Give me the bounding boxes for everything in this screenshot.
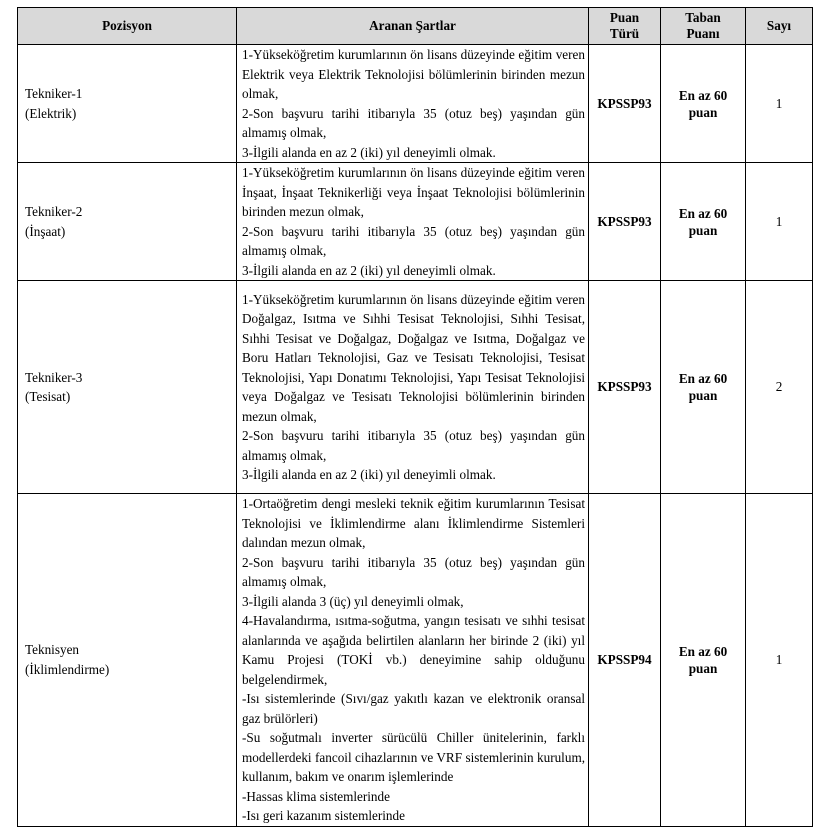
position-title: Tekniker-3: [25, 369, 83, 385]
score-type-cell: KPSSP93: [589, 163, 661, 281]
position-field: (İnşaat): [25, 223, 66, 239]
requirement-item: 3-İlgili alanda en az 2 (iki) yıl deneyimli olmak.: [242, 262, 496, 278]
header-position: Pozisyon: [18, 8, 237, 45]
requirements-cell: [237, 163, 589, 281]
score-type-cell: KPSSP93: [589, 45, 661, 163]
requirement-item: 1-Yükseköğretim kurumlarının ön lisans düzeyinde eğitim veren İnşaat, İnşaat Teknikerliği veya İnşaat Teknolojisi bölümlerinin birinden mezun olmak,: [242, 165, 585, 219]
requirement-item: 2-Son başvuru tarihi itibarıyla 35 (otuz beş) yaşından gün almamış olmak,: [242, 105, 585, 140]
score-type-cell: KPSSP93: [589, 281, 661, 494]
base-score-line2: puan: [688, 222, 718, 238]
base-score-cell: [661, 494, 746, 827]
base-score-line2: puan: [688, 388, 718, 403]
requirement-item: 3-İlgili alanda en az 2 (iki) yıl deneyimli olmak.: [242, 467, 496, 482]
score-type-cell: KPSSP94: [589, 494, 661, 827]
header-base-score-line1: Taban: [685, 10, 721, 25]
requirements-cell: [237, 281, 589, 494]
count-cell: 2: [746, 281, 813, 494]
requirement-item: 1-Yükseköğretim kurumlarının ön lisans düzeyinde eğitim veren Elektrik veya Elektrik Teknolojisi bölümlerinin birinden mezun olmak,: [242, 47, 585, 101]
base-score-line1: En az 60: [678, 205, 728, 221]
position-field: (Tesisat): [25, 389, 71, 404]
header-base-score-line2: Puanı: [686, 26, 720, 41]
requirement-item: -Hassas klima sistemlerinde: [242, 788, 390, 804]
position-title: Tekniker-2: [25, 204, 83, 219]
base-score-cell: [661, 163, 746, 281]
position-title: Tekniker-1: [25, 86, 83, 101]
position-field: (Elektrik): [25, 105, 77, 121]
header-score-type: [589, 8, 661, 45]
header-score-type-line1: Puan: [609, 10, 640, 25]
count-cell: 1: [746, 494, 813, 827]
position-field: (İklimlendirme): [25, 661, 110, 677]
base-score-cell: [661, 45, 746, 163]
requirement-item: -Isı sistemlerinde (Sıvı/gaz yakıtlı kazan ve elektronik oransal gaz brülörleri): [242, 691, 585, 726]
requirement-item: 3-İlgili alanda 3 (üç) yıl deneyimli olmak,: [242, 593, 464, 609]
requirement-item: 1-Yükseköğretim kurumlarının ön lisans düzeyinde eğitim veren Doğalgaz, Isıtma ve Sıhhi Tesisat Teknolojisi, Sıhhi Tesisat, Sıhhi Tesisat ve Doğalgaz, Doğalgaz ve Isıtma, Doğalgaz ve Boru Hatları Teknolojisi, Gaz ve Tesisatı Teknolojisi, Tesisat Teknolojisi, Yapı Donatımı Teknolojisi, Yapı Tesisat Teknolojisi veya Doğalgaz ve Tesisatı Teknolojisi bölümlerinin birinden mezun olmak,: [242, 291, 585, 424]
positions-table: [17, 7, 813, 827]
header-base-score: [661, 8, 746, 45]
requirement-item: 2-Son başvuru tarihi itibarıyla 35 (otuz beş) yaşından gün almamış olmak,: [242, 223, 585, 258]
requirement-item: -Su soğutmalı inverter sürücülü Chiller ünitelerinin, farklı modellerdeki fancoil cihazlarının ve VRF sistemlerinin kurulum, kullanım, bakım ve onarım işlemlerinde: [242, 730, 585, 784]
base-score-cell: [661, 281, 746, 494]
position-cell: [18, 281, 237, 494]
base-score-line2: puan: [688, 660, 718, 676]
base-score-line2: puan: [688, 104, 718, 120]
base-score-line1: En az 60: [678, 371, 728, 386]
position-cell: [18, 45, 237, 163]
requirement-item: 2-Son başvuru tarihi itibarıyla 35 (otuz beş) yaşından gün almamış olmak,: [242, 554, 585, 589]
requirement-item: 3-İlgili alanda en az 2 (iki) yıl deneyimli olmak.: [242, 144, 496, 160]
count-cell: 1: [746, 45, 813, 163]
header-requirements: Aranan Şartlar: [237, 8, 589, 45]
requirement-item: 2-Son başvuru tarihi itibarıyla 35 (otuz beş) yaşından gün almamış olmak,: [242, 428, 585, 463]
requirement-item: 1-Ortaöğretim dengi mesleki teknik eğitim kurumlarının Tesisat Teknolojisi ve İklimlendirme alanı İklimlendirme Sistemleri dalından mezun olmak,: [242, 496, 585, 550]
table-row: [18, 494, 813, 827]
base-score-line1: En az 60: [678, 643, 728, 659]
header-row: [18, 8, 813, 45]
table-row: [18, 163, 813, 281]
header-count: Sayı: [746, 8, 813, 45]
table-row: [18, 281, 813, 494]
position-cell: [18, 494, 237, 827]
requirement-item: -Isı geri kazanım sistemlerinde: [242, 808, 405, 823]
requirement-item: 4-Havalandırma, ısıtma-soğutma, yangın tesisatı ve sıhhi tesisat alanlarında ve aşağıda belirtilen alanların her birinde 2 (iki) yıl Kamu Projesi (TOKİ vb.) deneyimine sahip olduğunu belgelendirmek,: [242, 613, 585, 687]
position-title: Teknisyen: [25, 642, 80, 658]
base-score-line1: En az 60: [678, 87, 728, 103]
requirements-cell: [237, 45, 589, 163]
header-score-type-line2: Türü: [609, 26, 640, 41]
requirements-cell: [237, 494, 589, 827]
position-cell: [18, 163, 237, 281]
count-cell: 1: [746, 163, 813, 281]
table-row: [18, 45, 813, 163]
